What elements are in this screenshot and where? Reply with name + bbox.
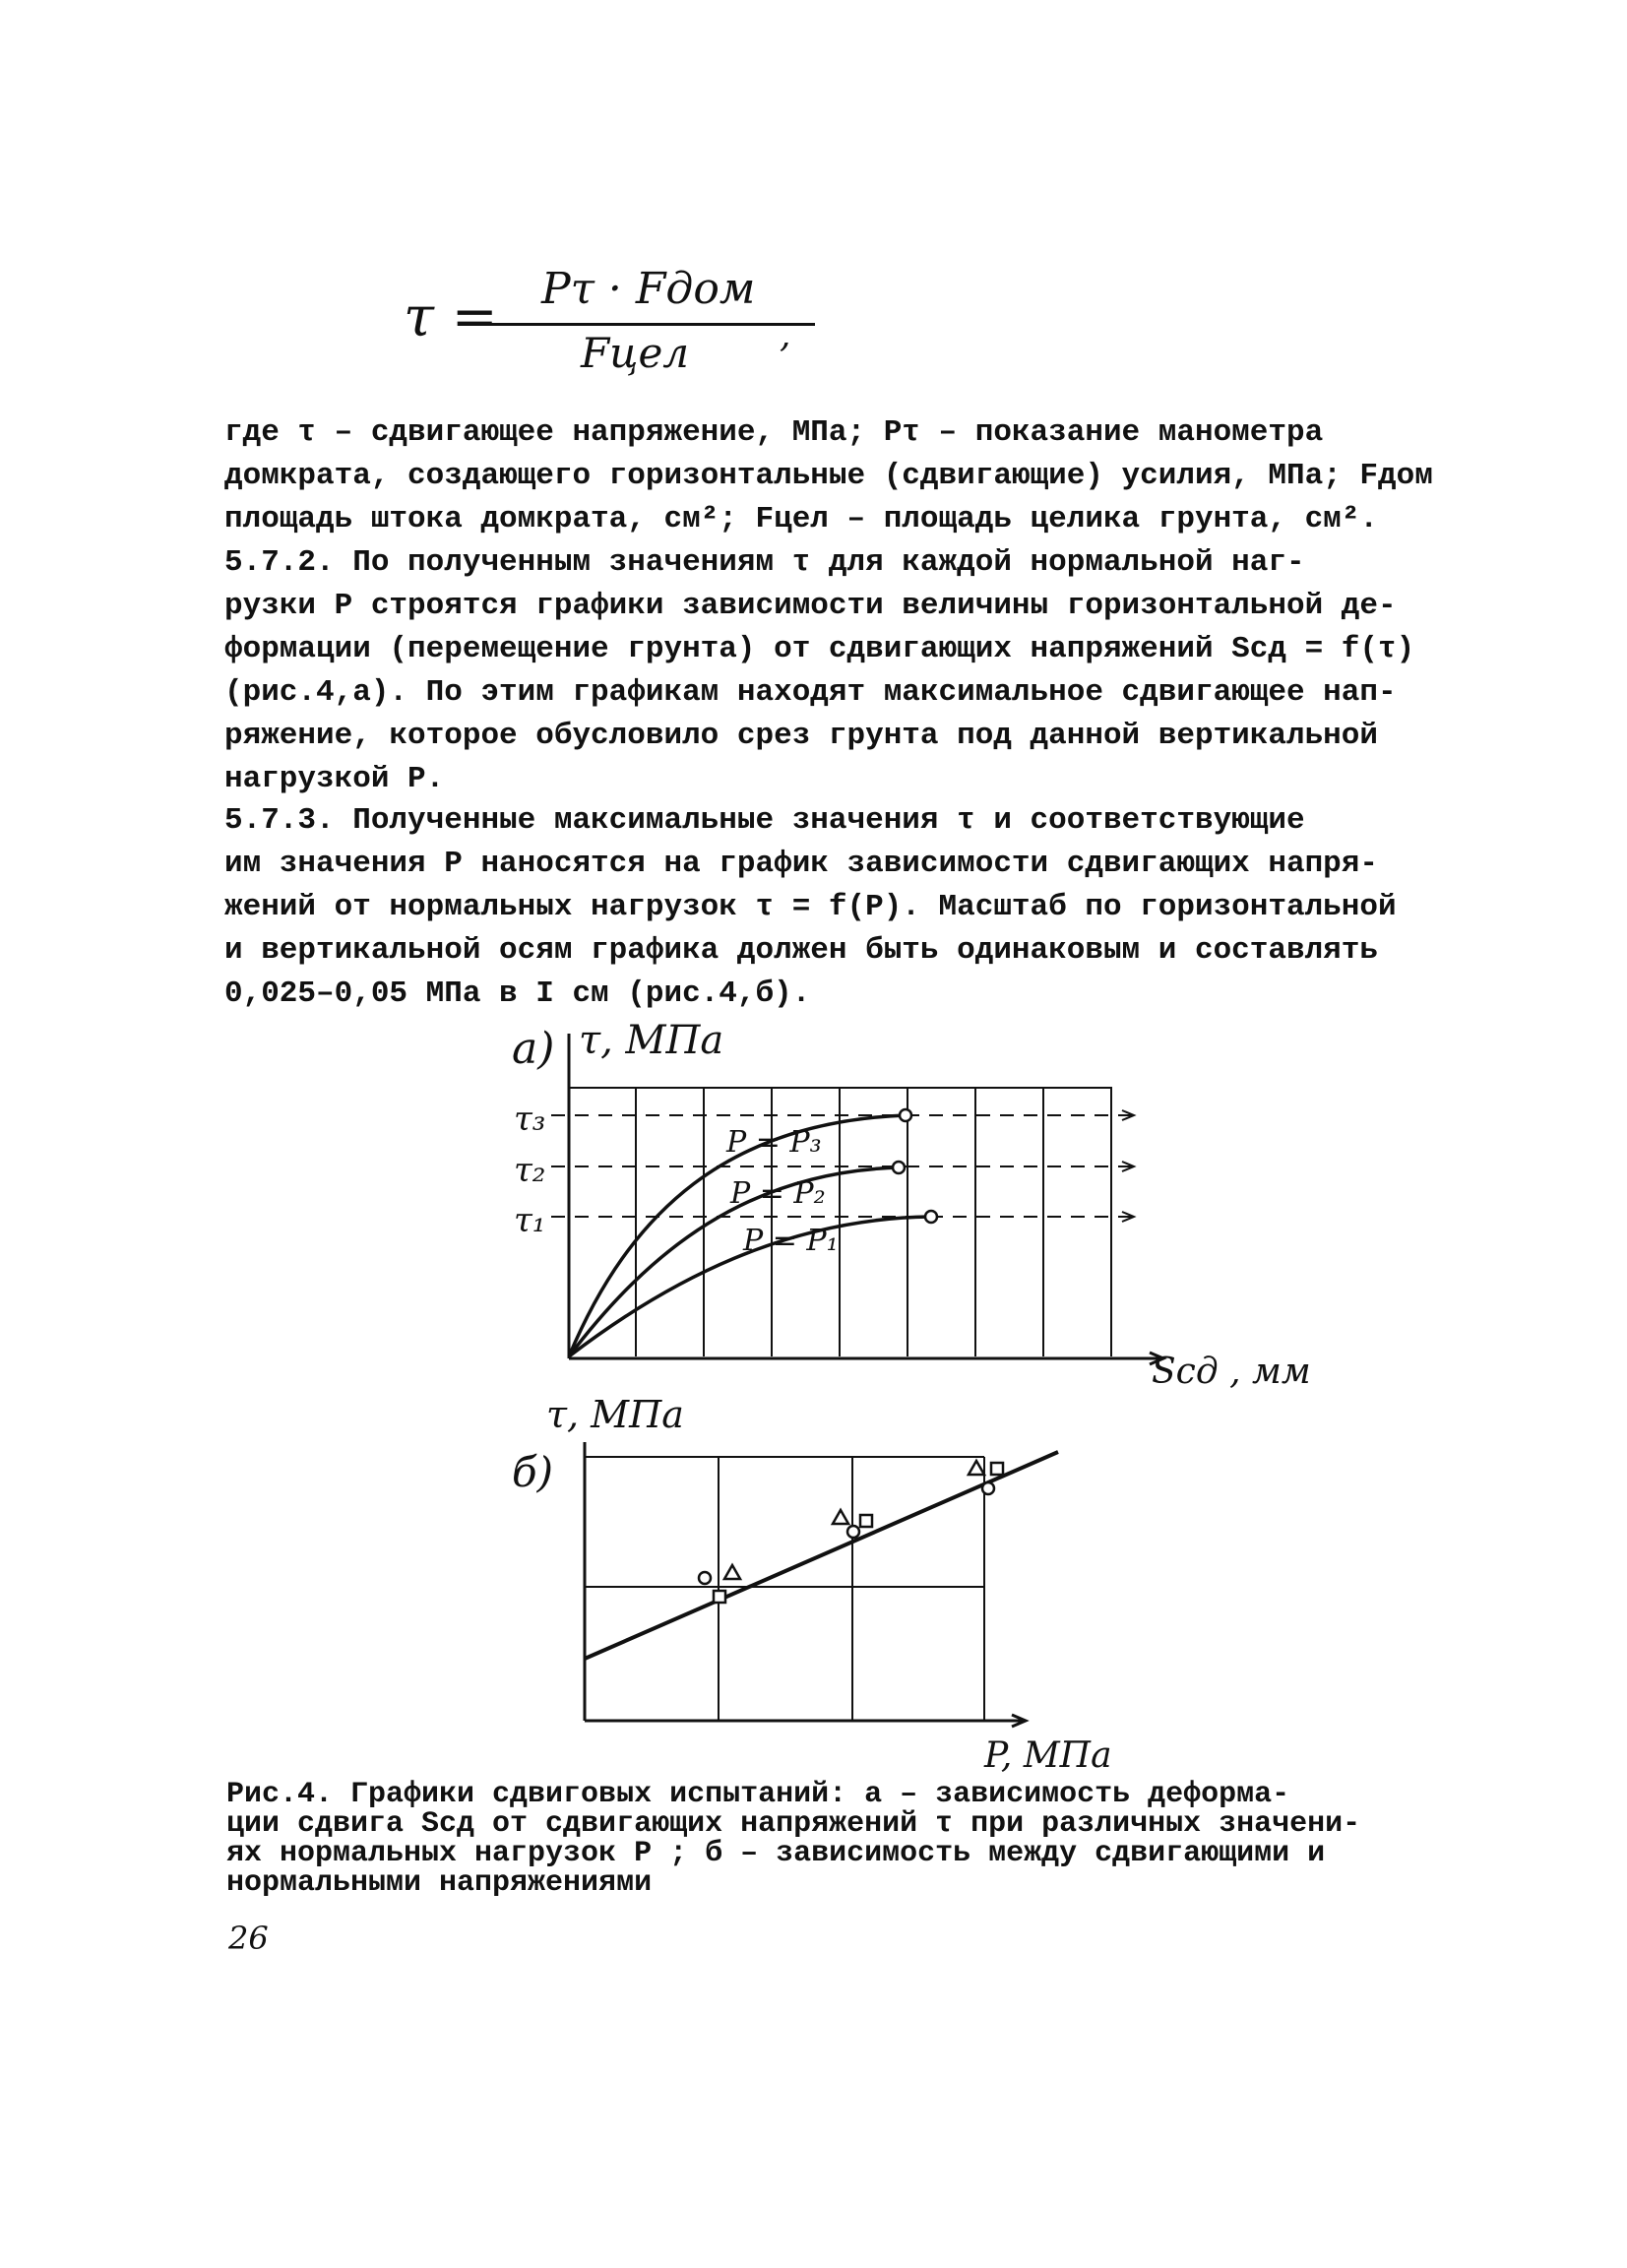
page-number: 26 — [228, 1920, 269, 1957]
figure-b-triangle-markers — [724, 1461, 984, 1579]
text-line: ряжение, которое обусловило срез грунта под данной вертикальной — [224, 719, 1378, 753]
text-line: формации (перемещение грунта) от сдвигающих напряжений Sсд = f(τ) — [224, 632, 1415, 666]
figure-b-grid — [585, 1457, 984, 1720]
figure-b-panel-label: б) — [512, 1448, 554, 1496]
figure-a-y-label: τ, МПа — [579, 1018, 724, 1063]
text-line: рузки P строятся графики зависимости величины горизонтальной де- — [224, 589, 1397, 623]
caption-line: ции сдвига Sсд от сдвигающих напряжений τ при различных значени- — [226, 1807, 1361, 1841]
figure-a-level-tau1: τ₁ — [514, 1201, 546, 1240]
caption-line: ях нормальных нагрузок P ; б – зависимость между сдвигающими и — [226, 1837, 1326, 1870]
figure-a-panel-label: а) — [512, 1024, 555, 1074]
marker-square — [714, 1591, 725, 1603]
text-line: и вертикальной осям графика должен быть одинаковым и составлять — [224, 933, 1378, 968]
text-line: (рис.4,а). По этим графикам находят максимальное сдвигающее нап- — [224, 675, 1397, 710]
marker-triangle — [969, 1461, 984, 1475]
figure-a-x-label: Sсд , мм — [1152, 1352, 1311, 1392]
text-line: 0,025–0,05 МПа в I см (рис.4,б). — [224, 976, 811, 1011]
formula-numerator: Pτ · Fдом — [541, 264, 756, 314]
text-line: домкрата, создающего горизонтальные (сдвигающие) усилия, МПа; Fдом — [224, 459, 1433, 493]
figure-b-axes — [585, 1442, 1026, 1727]
figure-a-level-tau3: τ₃ — [514, 1100, 546, 1139]
marker-triangle — [724, 1565, 740, 1579]
curve-p1-max-point — [925, 1211, 937, 1223]
curve-p3-label: P = P₃ — [726, 1125, 822, 1160]
formula-denominator: Fцел — [581, 329, 690, 377]
curve-p2-label: P = P₂ — [730, 1176, 826, 1211]
text-line: нагрузкой P. — [224, 762, 445, 796]
text-line: жений от нормальных нагрузок τ = f(P). Масштаб по горизонтальной — [224, 890, 1397, 924]
figure-b-x-label: P, МПа — [984, 1735, 1112, 1772]
figure-a-level-tau2: τ₂ — [514, 1151, 546, 1190]
marker-circle — [982, 1482, 994, 1494]
marker-circle — [699, 1572, 711, 1584]
caption-line: нормальными напряжениями — [226, 1866, 653, 1900]
figure-a-axes — [569, 1034, 1163, 1364]
figure-b-shear-vs-normal — [0, 1398, 1627, 1772]
curve-p3-max-point — [900, 1109, 911, 1121]
marker-triangle — [833, 1510, 848, 1524]
text-line: 5.7.2. По полученным значениям τ для каждой нормальной наг- — [224, 545, 1305, 580]
formula-comma: , — [780, 315, 791, 355]
marker-square — [991, 1463, 1003, 1475]
figure-a-level-lines — [551, 1115, 1132, 1217]
text-line: где τ – сдвигающее напряжение, МПа; Pτ – показание манометра — [224, 415, 1324, 450]
curve-p2-max-point — [893, 1162, 905, 1173]
caption-line: Рис.4. Графики сдвиговых испытаний: а – зависимость деформа- — [226, 1778, 1290, 1811]
figure-b-y-label: τ, МПа — [546, 1398, 684, 1436]
marker-circle — [847, 1526, 859, 1538]
text-line: 5.7.3. Полученные максимальные значения τ и соответствующие — [224, 803, 1305, 838]
formula-lhs: τ = — [404, 285, 498, 349]
figure-caption — [226, 1780, 1360, 1898]
marker-square — [860, 1515, 872, 1527]
text-line: площадь штока домкрата, см²; Fцел – площадь целика грунта, см². — [224, 502, 1378, 536]
text-line: им значения P наносятся на график зависимости сдвигающих напря- — [224, 847, 1378, 881]
curve-p1-label: P = P₁ — [743, 1224, 839, 1258]
